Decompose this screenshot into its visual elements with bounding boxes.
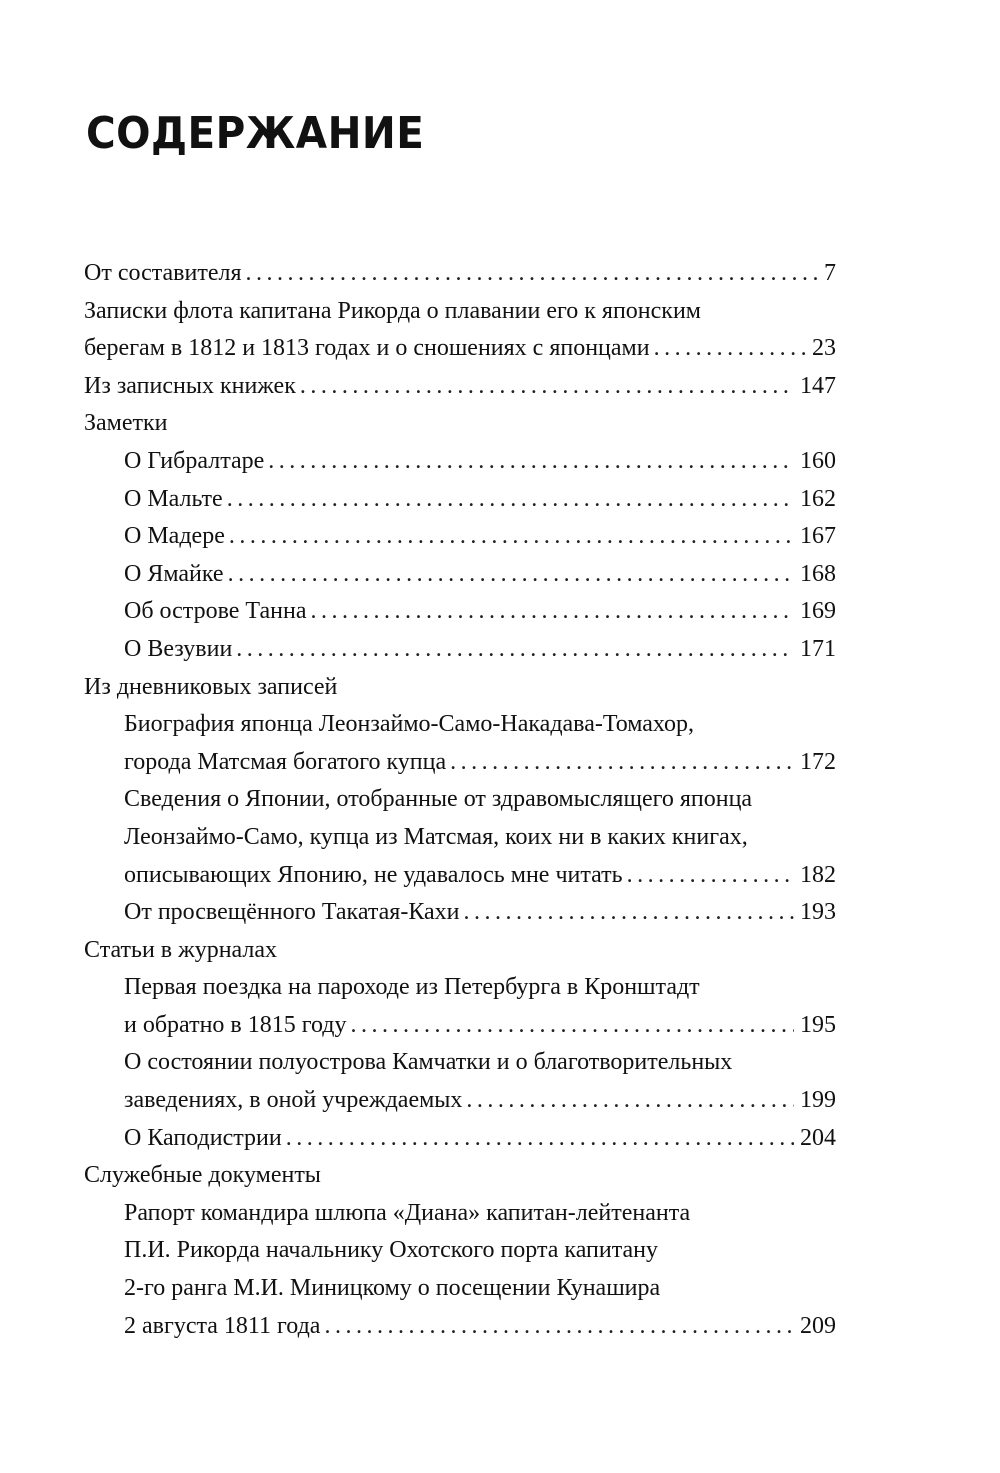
toc-section-heading: Записки флота капитана Рикорда о плавании его к японским (84, 297, 701, 324)
toc-entry-line: Биография японца Леонзаймо-Само-Накадава-Томахор, (124, 711, 694, 738)
toc-entry (124, 631, 836, 669)
toc-entry-title: Об острове Танна (124, 598, 307, 625)
toc-entry (124, 593, 836, 631)
dot-leader (351, 1007, 794, 1045)
toc-page-number: 193 (800, 899, 836, 926)
dot-leader (300, 368, 794, 406)
toc-page-number: 23 (812, 335, 836, 362)
dot-leader (228, 556, 794, 594)
toc-entry-title: О Гибралтаре (124, 447, 265, 474)
toc-page-number: 171 (800, 635, 836, 662)
toc-entry-title: От составителя (84, 260, 242, 286)
dot-leader (268, 443, 794, 481)
toc-page-number: 172 (800, 748, 836, 775)
toc-entry-title: О Мадере (124, 523, 225, 550)
toc-entry-title: О Везувии (124, 635, 233, 662)
toc-entry-line: Сведения о Японии, отобранные от здравомыслящего японца (124, 786, 753, 813)
toc-entry-title: О Ямайке (124, 560, 224, 587)
dot-leader (466, 1082, 794, 1120)
toc-section-heading: Заметки (84, 410, 168, 437)
dot-leader (229, 518, 794, 556)
toc-entry (124, 443, 836, 481)
toc-page-number: 7 (824, 260, 836, 286)
dot-leader (236, 631, 794, 669)
toc-entry (124, 857, 836, 895)
toc-entry (124, 894, 836, 932)
dot-leader (227, 481, 794, 519)
toc-entry-title: 2 августа 1811 года (124, 1312, 321, 1339)
toc-entry-title: От просвещённого Такатая-Кахи (124, 899, 460, 926)
toc-entry-line: О состоянии полуострова Камчатки и о благотворительных (124, 1049, 733, 1076)
toc-entry (124, 556, 836, 594)
toc-section-heading: Статьи в журналах (84, 936, 278, 963)
toc-entry (124, 1308, 836, 1346)
toc-page-number: 162 (800, 485, 836, 512)
toc-entry-title: О Мальте (124, 485, 223, 512)
toc-page-number: 182 (800, 861, 836, 888)
toc-entry (84, 255, 836, 293)
toc-entry-title: заведениях, в оной учреждаемых (124, 1087, 463, 1114)
toc-entry-line: 2-го ранга М.И. Миницкому о посещении Кунашира (124, 1275, 661, 1302)
toc-entry-line: Леонзаймо-Само, купца из Матсмая, коих ни в каких книгах, (124, 823, 748, 850)
toc-page-number: 147 (800, 372, 836, 399)
toc-page-number: 195 (800, 1011, 836, 1038)
dot-leader (627, 857, 794, 895)
toc-entry (124, 1007, 836, 1045)
toc-page-number: 168 (800, 560, 836, 587)
dot-leader (450, 744, 794, 782)
toc-page-number: 199 (800, 1087, 836, 1114)
dot-leader (464, 894, 794, 932)
page-title: СОДЕРЖАНИЕ (86, 108, 425, 159)
toc-entry (124, 518, 836, 556)
toc-page-number: 167 (800, 523, 836, 550)
dot-leader (286, 1120, 794, 1158)
toc-entry-title: города Матсмая богатого купца (124, 748, 447, 775)
toc-entry-title: О Каподистрии (124, 1124, 282, 1151)
toc-page-number: 160 (800, 447, 836, 474)
toc-entry-line: П.И. Рикорда начальнику Охотского порта капитану (124, 1237, 659, 1264)
dot-leader (324, 1308, 794, 1346)
toc-entry (124, 1082, 836, 1120)
toc-entry-line: Рапорт командира шлюпа «Диана» капитан-лейтенанта (124, 1199, 691, 1226)
toc-entry (84, 330, 836, 368)
toc-page-number: 209 (800, 1312, 836, 1339)
toc-entry-title: и обратно в 1815 году (124, 1011, 347, 1038)
toc-page-number: 204 (800, 1124, 836, 1151)
dot-leader (654, 330, 806, 368)
toc-section-heading: Служебные документы (84, 1162, 321, 1189)
dot-leader (310, 593, 794, 631)
table-of-contents (0, 255, 1000, 1345)
toc-entry (124, 481, 836, 519)
toc-entry-title: берегам в 1812 и 1813 годах и о сношениях с японцами (84, 335, 650, 362)
toc-entry-line: Первая поездка на пароходе из Петербурга в Кронштадт (124, 974, 700, 1001)
toc-entry (84, 368, 836, 406)
toc-page-number: 169 (800, 598, 836, 625)
dot-leader (246, 255, 819, 293)
toc-entry (124, 1120, 836, 1158)
toc-entry-title: описывающих Японию, не удавалось мне читать (124, 861, 623, 888)
toc-entry (124, 744, 836, 782)
toc-section-heading: Из дневниковых записей (84, 673, 338, 700)
toc-entry-title: Из записных книжек (84, 372, 296, 399)
